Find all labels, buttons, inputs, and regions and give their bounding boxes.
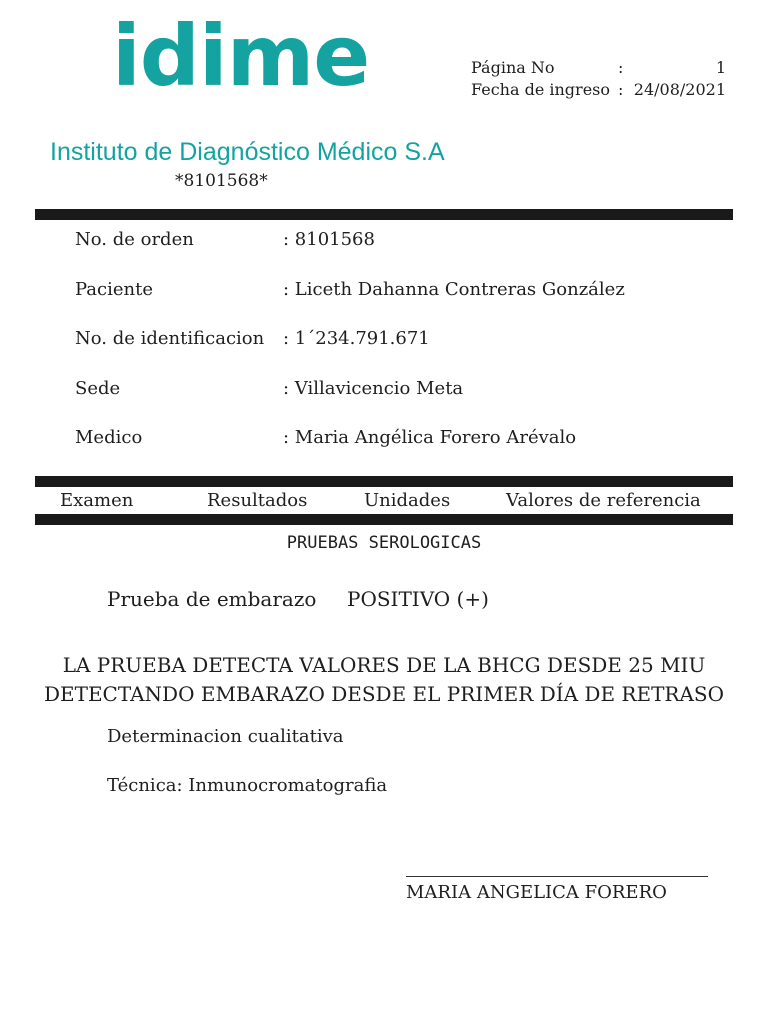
doctor-value: : Maria Angélica Forero Arévalo bbox=[283, 427, 577, 448]
meta-separators bbox=[618, 57, 623, 101]
id-number-value: : 1´234.791.671 bbox=[283, 328, 430, 349]
note-line-1: LA PRUEBA DETECTA VALORES DE LA BHCG DESDE 25 MIU bbox=[62, 653, 706, 677]
technique-text: Técnica: Inmunocromatografia bbox=[107, 775, 388, 796]
page-separator: : bbox=[618, 58, 624, 77]
order-barcode-text: *8101568* bbox=[175, 171, 268, 191]
determination-text: Determinacion cualitativa bbox=[107, 726, 344, 747]
meta-labels bbox=[471, 57, 610, 101]
note-line-2: DETECTANDO EMBARAZO DESDE EL PRIMER DÍA DE RETRASO bbox=[43, 682, 725, 706]
test-name: Prueba de embarazo bbox=[107, 587, 317, 611]
signature-line bbox=[406, 876, 708, 877]
section-title: PRUEBAS SEROLOGICAS bbox=[286, 533, 482, 553]
order-number-value: : 8101568 bbox=[283, 229, 375, 250]
col-header-units: Unidades bbox=[364, 490, 451, 511]
idime-logo: idime bbox=[112, 7, 370, 105]
col-header-exam: Examen bbox=[60, 490, 134, 511]
test-note bbox=[0, 651, 768, 709]
divider-top bbox=[35, 209, 733, 220]
date-label: Fecha de ingreso bbox=[471, 80, 611, 99]
site-label: Sede bbox=[75, 378, 121, 399]
id-number-label: No. de identificacion bbox=[75, 328, 265, 349]
test-result: POSITIVO (+) bbox=[347, 587, 489, 611]
admission-date: 24/08/2021 bbox=[633, 80, 726, 99]
page-number: 1 bbox=[715, 58, 726, 77]
signature-name: MARIA ANGELICA FORERO bbox=[406, 882, 667, 903]
site-value: : Villavicencio Meta bbox=[283, 378, 464, 399]
col-header-reference: Valores de referencia bbox=[506, 490, 701, 511]
page-label: Página No bbox=[471, 58, 555, 77]
col-header-results: Resultados bbox=[207, 490, 308, 511]
patient-label: Paciente bbox=[75, 279, 154, 300]
order-number-label: No. de orden bbox=[75, 229, 194, 250]
date-separator: : bbox=[618, 80, 624, 99]
institute-name: Instituto de Diagnóstico Médico S.A bbox=[50, 138, 445, 166]
patient-value: : Liceth Dahanna Contreras González bbox=[283, 279, 625, 300]
divider-header-top bbox=[35, 476, 733, 487]
doctor-label: Medico bbox=[75, 427, 143, 448]
meta-values bbox=[630, 57, 726, 101]
divider-header-bottom bbox=[35, 514, 733, 525]
